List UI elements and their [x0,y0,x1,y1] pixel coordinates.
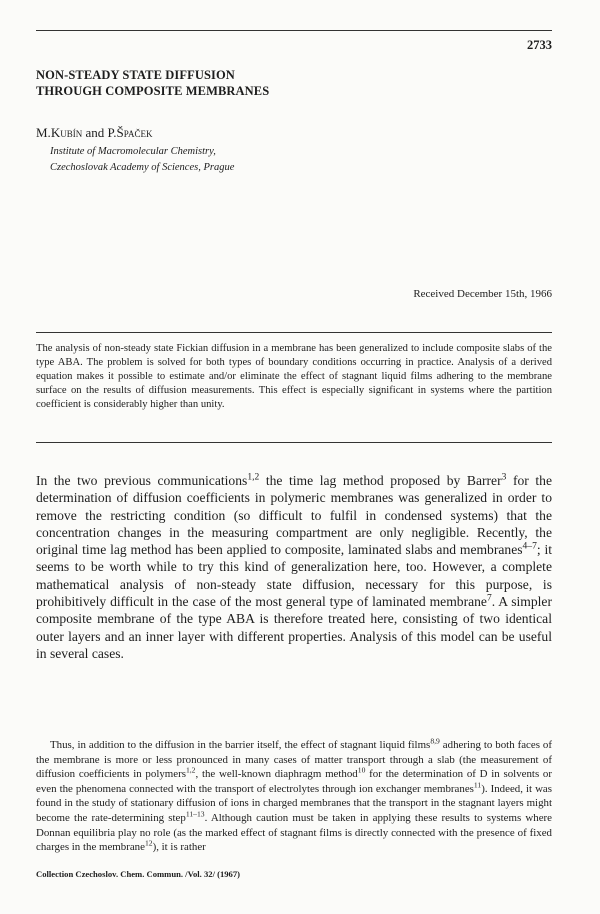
paper-page [36,0,552,914]
ref-8-9: 8,9 [430,736,440,746]
body-paragraph-2: Thus, in addition to the diffusion in the barrier itself, the effect of stagnant liquid films$^{8,9}$ adhering to both faces of the membrane is more or less pronounced in many cases of matter transport through a slab (the measurement of diffusion coefficients in polymers$^{1,2}$, the well-known diaphragm method$^{10}$ for the determination of D in solvents or even the phenomena connected with the transport of electrolytes through ion exchanger membranes$^{11}$). Indeed, it was found in the study of stationary diffusion of ions in charged membranes that the transport in the stagnant layers might become the rate-determining step$^{11-13}$. Although caution must be taken in applying these results to systems where Donnan equilibria play no role (as the marked effect of stagnant films is directly connected with the presence of fixed charges in the membrane$^{12}$), it is rather [36,736,553,854]
ref-11: 11 [473,780,482,790]
body-paragraph-1: In the two previous communications$^{1,2}$ the time lag method proposed by Barrer$^3$ for the determination of diffusion coefficients in polymeric membranes was generalized in order to remove the restricting condition (so difficult to fulfil in condensed systems) that the concentration changes in the measuring compartment are only negligible. Recently, the original time lag method has been applied to composite, laminated slabs and membranes$^{4-7}$; it seems to be worth while to try this kind of generalization here, too. However, a complete mathematical analysis of non-steady state diffusion, necessary for this purpose, is prohibitively difficult in the case of the most general type of laminated membrane$^7$. A simpler composite membrane of the type ABA is therefore treated here, consisting of two identical outer layers and an inner layer with different properties. Analysis of this model can be useful in several cases. [36,472,552,661]
abstract-top-rule [36,332,552,333]
ref-12: 12 [144,838,153,848]
affiliation-line-1: Institute of Macromolecular Chemistry, [50,146,216,157]
affiliation [50,144,234,176]
header-rule [36,30,552,31]
received-date: Received December 15th, 1966 [413,288,552,300]
footer-citation: Collection Czechoslov. Chem. Commun. /Vol. 32/ (1967) [36,869,241,879]
author-2: P.Špaček [107,125,153,140]
ref-1-2: 1,2 [247,472,260,483]
author-1: M.Kubín [36,125,83,140]
page-number: 2733 [527,38,552,52]
ref-11-13: 11–13 [185,809,205,819]
ref-1-2b: 1,2 [185,765,196,775]
authors-and: and [85,125,105,140]
affiliation-line-2: Czechoslovak Academy of Sciences, Prague [50,162,235,173]
abstract-bottom-rule [36,442,552,443]
abstract: The analysis of non-steady state Fickian diffusion in a membrane has been generalized to include composite slabs of the type ABA. The problem is solved for both types of boundary conditions occurring in practice. Analysis of a derived equation makes it possible to estimate and/or eliminate the effect of stagnant liquid films adhering to the membrane surface on the results of diffusion measurements. This effect is especially significant in systems where the partition coefficient is considerably higher than unity. [36,343,552,410]
ref-10: 10 [357,765,366,775]
ref-7: 7 [486,593,492,604]
ref-4-7: 4–7 [522,541,537,552]
article-title [36,67,269,99]
authors [36,125,152,141]
ref-3: 3 [501,472,507,483]
title-line-2: THROUGH COMPOSITE MEMBRANES [36,84,270,98]
title-line-1: NON-STEADY STATE DIFFUSION [36,68,235,82]
